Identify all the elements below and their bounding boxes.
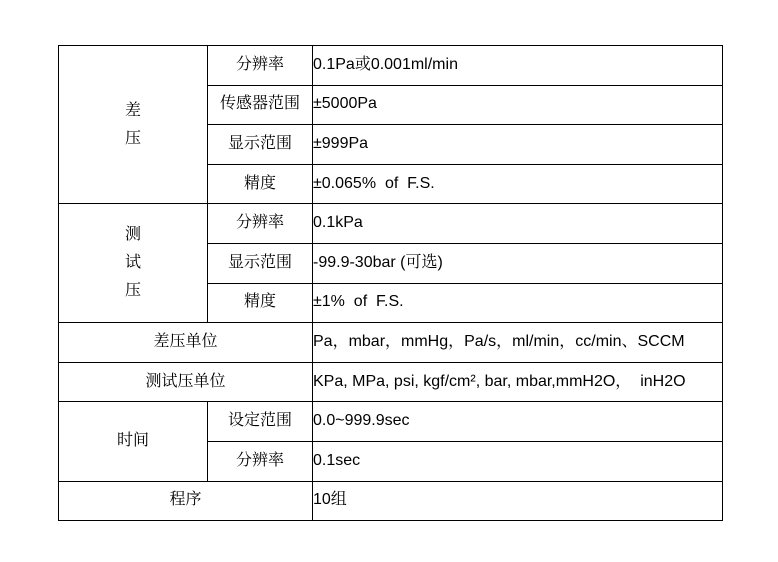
section-cell-test-pressure <box>59 204 208 323</box>
param-label-cell: 精度 <box>208 283 313 323</box>
table-row <box>59 402 723 442</box>
section-cell-test-pressure-units: 测试压单位 <box>59 362 313 402</box>
param-value-cell: ±0.065% of F.S. <box>313 164 723 204</box>
param-value-cell: 0.0~999.9sec <box>313 402 723 442</box>
section-cell-differential-pressure <box>59 46 208 204</box>
spec-table <box>58 45 723 521</box>
param-value-cell: 0.1sec <box>313 441 723 481</box>
param-label-cell: 显示范围 <box>208 243 313 283</box>
param-label-cell: 分辨率 <box>208 46 313 86</box>
param-value-cell: 0.1Pa或0.001ml/min <box>313 46 723 86</box>
table-row <box>59 323 723 363</box>
param-value-cell: 0.1kPa <box>313 204 723 244</box>
section-cell-dp-units: 差压单位 <box>59 323 313 363</box>
param-label-cell: 精度 <box>208 164 313 204</box>
param-value-cell: ±1% of F.S. <box>313 283 723 323</box>
param-value-cell: -99.9-30bar (可选) <box>313 243 723 283</box>
table-row <box>59 481 723 521</box>
section-label: 差压 <box>124 101 141 147</box>
param-label-cell: 分辨率 <box>208 204 313 244</box>
param-label-cell: 设定范围 <box>208 402 313 442</box>
table-row <box>59 362 723 402</box>
param-value-cell: Pa，mbar，mmHg，Pa/s，ml/min，cc/min、SCCM <box>313 323 723 363</box>
param-value-cell: ±999Pa <box>313 125 723 165</box>
table-row <box>59 46 723 86</box>
section-cell-program: 程序 <box>59 481 313 521</box>
param-label-cell: 显示范围 <box>208 125 313 165</box>
param-value-cell: KPa, MPa, psi, kgf/cm², bar, mbar,mmH2O， inH2O <box>313 362 723 402</box>
param-label-cell: 传感器范围 <box>208 85 313 125</box>
section-cell-time <box>59 402 208 481</box>
param-value-cell: ±5000Pa <box>313 85 723 125</box>
param-value-cell: 10组 <box>313 481 723 521</box>
section-label: 时间 <box>116 432 149 450</box>
table-row <box>59 204 723 244</box>
section-label: 测试压 <box>124 226 141 300</box>
param-label-cell: 分辨率 <box>208 441 313 481</box>
